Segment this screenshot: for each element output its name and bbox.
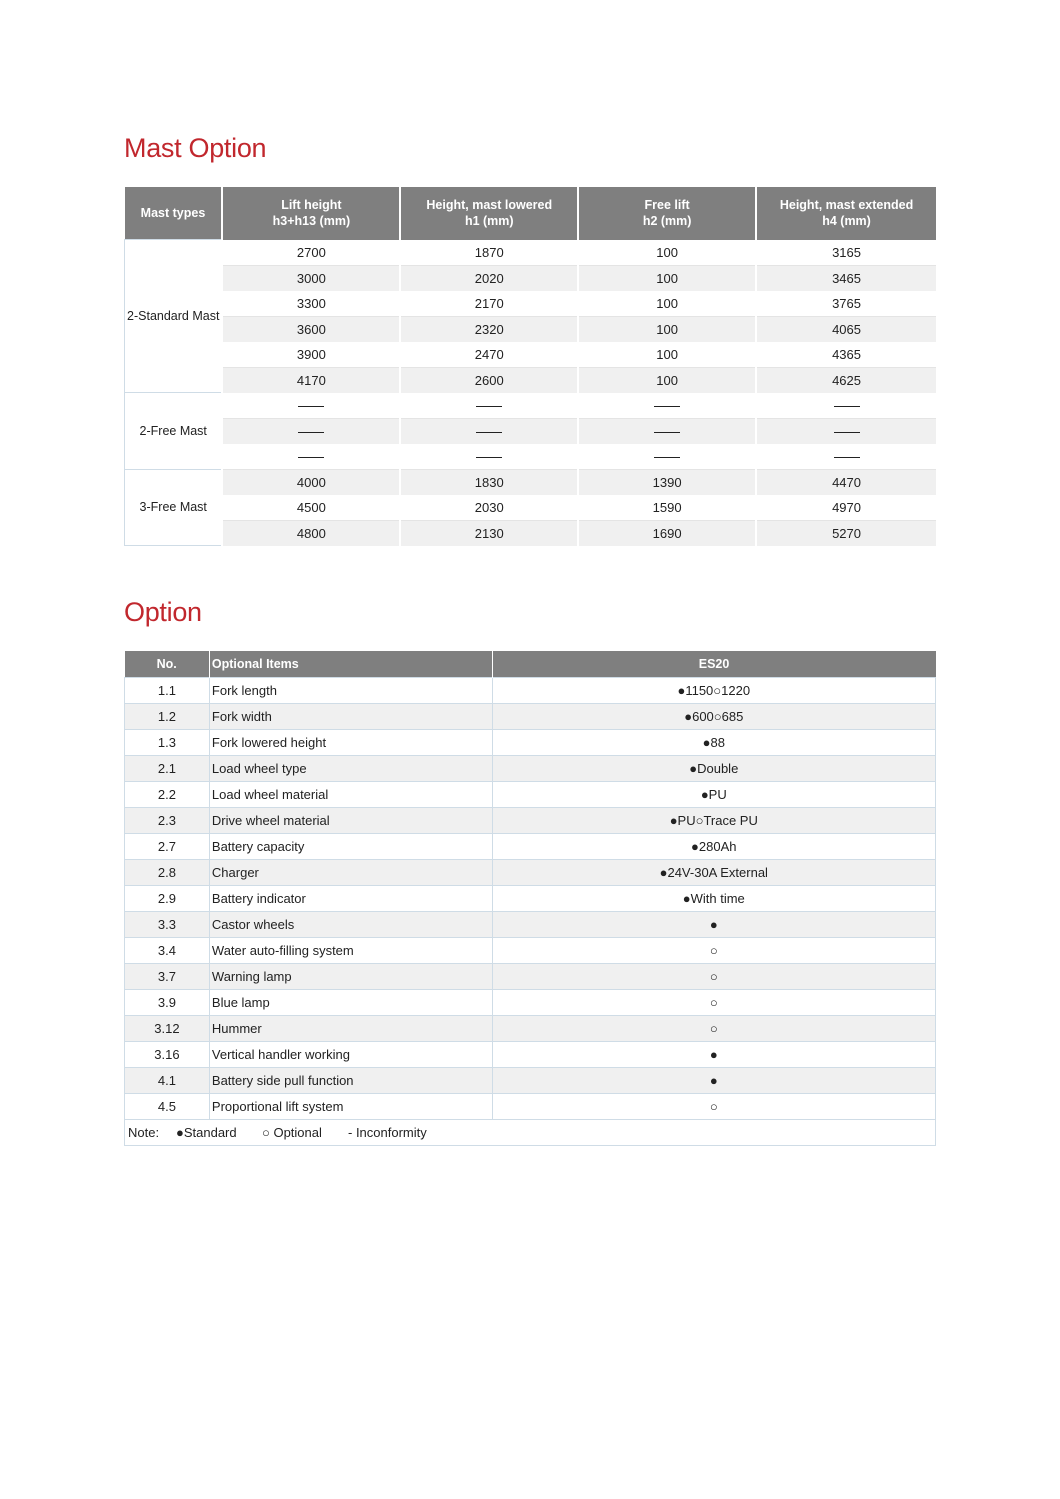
dash-mark xyxy=(476,406,502,407)
note-row xyxy=(125,1120,936,1146)
dash-mark xyxy=(834,457,860,458)
mast-value-cell xyxy=(400,393,578,419)
mast-value-cell xyxy=(756,393,936,419)
option-number-cell: 1.1 xyxy=(125,678,210,704)
option-title: Option xyxy=(124,597,202,627)
option-table-row xyxy=(125,1016,936,1042)
option-value-cell: ●With time xyxy=(492,886,935,912)
mast-value-cell xyxy=(222,444,400,470)
mast-value-cell: 1390 xyxy=(578,469,756,495)
option-value-cell: ○ xyxy=(492,990,935,1016)
option-number-cell: 2.1 xyxy=(125,756,210,782)
mast-value-cell: 4625 xyxy=(756,367,936,393)
mast-table-row xyxy=(125,342,937,368)
mast-value-cell xyxy=(756,418,936,444)
option-table-row xyxy=(125,1042,936,1068)
mast-value-cell: 4500 xyxy=(222,495,400,521)
mast-table-row xyxy=(125,495,937,521)
option-table-row xyxy=(125,704,936,730)
option-item-cell: Warning lamp xyxy=(209,964,492,990)
mast-table-row xyxy=(125,240,937,266)
option-table-row xyxy=(125,938,936,964)
option-item-cell: Fork length xyxy=(209,678,492,704)
option-item-cell: Battery capacity xyxy=(209,834,492,860)
option-table-row xyxy=(125,1094,936,1120)
option-number-cell: 2.2 xyxy=(125,782,210,808)
dash-mark xyxy=(654,406,680,407)
option-number-cell: 2.9 xyxy=(125,886,210,912)
option-value-cell: ○ xyxy=(492,964,935,990)
option-number-cell: 3.9 xyxy=(125,990,210,1016)
option-value-cell: ● xyxy=(492,912,935,938)
mast-value-cell: 100 xyxy=(578,265,756,291)
mast-table-row xyxy=(125,520,937,546)
dash-mark xyxy=(298,432,324,433)
mast-value-cell: 1870 xyxy=(400,240,578,266)
note-inconformity: - Inconformity xyxy=(348,1125,427,1140)
mast-value-cell xyxy=(222,418,400,444)
option-item-cell: Load wheel material xyxy=(209,782,492,808)
option-value-cell: ○ xyxy=(492,1016,935,1042)
mast-value-cell: 100 xyxy=(578,240,756,266)
option-number-cell: 3.3 xyxy=(125,912,210,938)
mast-value-cell: 3300 xyxy=(222,291,400,317)
option-number-cell: 2.3 xyxy=(125,808,210,834)
option-value-cell: ●600○685 xyxy=(492,704,935,730)
mast-value-cell: 3765 xyxy=(756,291,936,317)
mast-value-cell: 4970 xyxy=(756,495,936,521)
option-table-row xyxy=(125,1068,936,1094)
mast-value-cell: 2700 xyxy=(222,240,400,266)
option-value-cell: ●24V-30A External xyxy=(492,860,935,886)
header-height-mast-extended: Height, mast extended h4 (mm) xyxy=(756,187,936,240)
mast-table-body xyxy=(125,240,937,546)
dash-mark xyxy=(654,432,680,433)
mast-value-cell: 100 xyxy=(578,316,756,342)
option-item-cell: Blue lamp xyxy=(209,990,492,1016)
mast-value-cell: 2170 xyxy=(400,291,578,317)
mast-value-cell: 4470 xyxy=(756,469,936,495)
mast-value-cell xyxy=(578,444,756,470)
option-value-cell: ●1150○1220 xyxy=(492,678,935,704)
dash-mark xyxy=(476,432,502,433)
option-table xyxy=(124,651,936,1146)
option-table-row xyxy=(125,678,936,704)
option-number-cell: 1.2 xyxy=(125,704,210,730)
option-number-cell: 1.3 xyxy=(125,730,210,756)
mast-value-cell xyxy=(578,418,756,444)
option-number-cell: 3.16 xyxy=(125,1042,210,1068)
option-number-cell: 2.7 xyxy=(125,834,210,860)
option-item-cell: Water auto-filling system xyxy=(209,938,492,964)
mast-table-row xyxy=(125,316,937,342)
dash-mark xyxy=(476,457,502,458)
dash-mark xyxy=(654,457,680,458)
option-item-cell: Vertical handler working xyxy=(209,1042,492,1068)
option-table-row xyxy=(125,808,936,834)
option-value-cell: ● xyxy=(492,1068,935,1094)
mast-table-row xyxy=(125,444,937,470)
mast-value-cell: 1590 xyxy=(578,495,756,521)
option-item-cell: Fork lowered height xyxy=(209,730,492,756)
mast-option-table xyxy=(124,187,936,546)
dash-mark xyxy=(834,432,860,433)
mast-value-cell: 3600 xyxy=(222,316,400,342)
option-value-cell: ●88 xyxy=(492,730,935,756)
mast-value-cell: 100 xyxy=(578,342,756,368)
dash-mark xyxy=(298,406,324,407)
mast-type-cell: 3-Free Mast xyxy=(125,469,223,546)
note-standard: ●Standard xyxy=(176,1125,237,1140)
header-no: No. xyxy=(125,651,210,678)
option-item-cell: Battery indicator xyxy=(209,886,492,912)
option-value-cell: ●PU xyxy=(492,782,935,808)
option-table-body xyxy=(125,678,936,1120)
mast-value-cell: 2130 xyxy=(400,520,578,546)
option-item-cell: Fork width xyxy=(209,704,492,730)
mast-option-title: Mast Option xyxy=(124,133,267,163)
option-table-row xyxy=(125,990,936,1016)
mast-value-cell xyxy=(400,418,578,444)
dash-mark xyxy=(298,457,324,458)
option-value-cell: ●PU○Trace PU xyxy=(492,808,935,834)
option-number-cell: 3.7 xyxy=(125,964,210,990)
option-item-cell: Load wheel type xyxy=(209,756,492,782)
option-value-cell: ○ xyxy=(492,938,935,964)
mast-value-cell: 3900 xyxy=(222,342,400,368)
mast-value-cell: 2020 xyxy=(400,265,578,291)
mast-value-cell: 4170 xyxy=(222,367,400,393)
option-table-row xyxy=(125,834,936,860)
option-item-cell: Drive wheel material xyxy=(209,808,492,834)
mast-table-row xyxy=(125,393,937,419)
mast-value-cell: 4000 xyxy=(222,469,400,495)
mast-value-cell: 2600 xyxy=(400,367,578,393)
mast-value-cell: 3465 xyxy=(756,265,936,291)
option-value-cell: ○ xyxy=(492,1094,935,1120)
option-table-row xyxy=(125,782,936,808)
mast-table-row xyxy=(125,291,937,317)
mast-table-row xyxy=(125,469,937,495)
mast-table-row xyxy=(125,367,937,393)
mast-value-cell: 100 xyxy=(578,367,756,393)
note-optional: ○ Optional xyxy=(262,1125,322,1140)
mast-value-cell: 1830 xyxy=(400,469,578,495)
mast-value-cell: 2030 xyxy=(400,495,578,521)
mast-value-cell xyxy=(222,393,400,419)
mast-value-cell: 3000 xyxy=(222,265,400,291)
option-number-cell: 4.5 xyxy=(125,1094,210,1120)
option-number-cell: 2.8 xyxy=(125,860,210,886)
header-lift-height: Lift height h3+h13 (mm) xyxy=(222,187,400,240)
header-height-mast-lowered: Height, mast lowered h1 (mm) xyxy=(400,187,578,240)
option-item-cell: Castor wheels xyxy=(209,912,492,938)
mast-table-row xyxy=(125,418,937,444)
option-table-row xyxy=(125,756,936,782)
option-number-cell: 3.4 xyxy=(125,938,210,964)
option-value-cell: ● xyxy=(492,1042,935,1068)
option-table-row xyxy=(125,860,936,886)
note-label: Note: xyxy=(128,1125,160,1140)
option-table-row xyxy=(125,964,936,990)
option-table-row xyxy=(125,730,936,756)
mast-value-cell: 4065 xyxy=(756,316,936,342)
mast-value-cell: 1690 xyxy=(578,520,756,546)
option-item-cell: Charger xyxy=(209,860,492,886)
mast-value-cell: 4365 xyxy=(756,342,936,368)
mast-value-cell: 3165 xyxy=(756,240,936,266)
option-value-cell: ●280Ah xyxy=(492,834,935,860)
mast-table-header-row xyxy=(125,187,937,240)
option-item-cell: Proportional lift system xyxy=(209,1094,492,1120)
header-mast-types: Mast types xyxy=(125,187,223,240)
header-model: ES20 xyxy=(492,651,935,678)
option-table-row xyxy=(125,912,936,938)
option-table-header-row xyxy=(125,651,936,678)
mast-value-cell xyxy=(578,393,756,419)
option-item-cell: Hummer xyxy=(209,1016,492,1042)
mast-type-cell: 2-Free Mast xyxy=(125,393,223,470)
option-number-cell: 4.1 xyxy=(125,1068,210,1094)
mast-value-cell: 100 xyxy=(578,291,756,317)
header-optional-items: Optional Items xyxy=(209,651,492,678)
mast-value-cell: 5270 xyxy=(756,520,936,546)
mast-table-row xyxy=(125,265,937,291)
option-number-cell: 3.12 xyxy=(125,1016,210,1042)
option-item-cell: Battery side pull function xyxy=(209,1068,492,1094)
header-free-lift: Free lift h2 (mm) xyxy=(578,187,756,240)
mast-value-cell: 2470 xyxy=(400,342,578,368)
mast-value-cell xyxy=(400,444,578,470)
mast-value-cell: 4800 xyxy=(222,520,400,546)
dash-mark xyxy=(834,406,860,407)
note-cell xyxy=(125,1120,936,1146)
mast-value-cell: 2320 xyxy=(400,316,578,342)
mast-type-cell: 2-Standard Mast xyxy=(125,240,223,393)
option-table-row xyxy=(125,886,936,912)
option-value-cell: ●Double xyxy=(492,756,935,782)
mast-value-cell xyxy=(756,444,936,470)
